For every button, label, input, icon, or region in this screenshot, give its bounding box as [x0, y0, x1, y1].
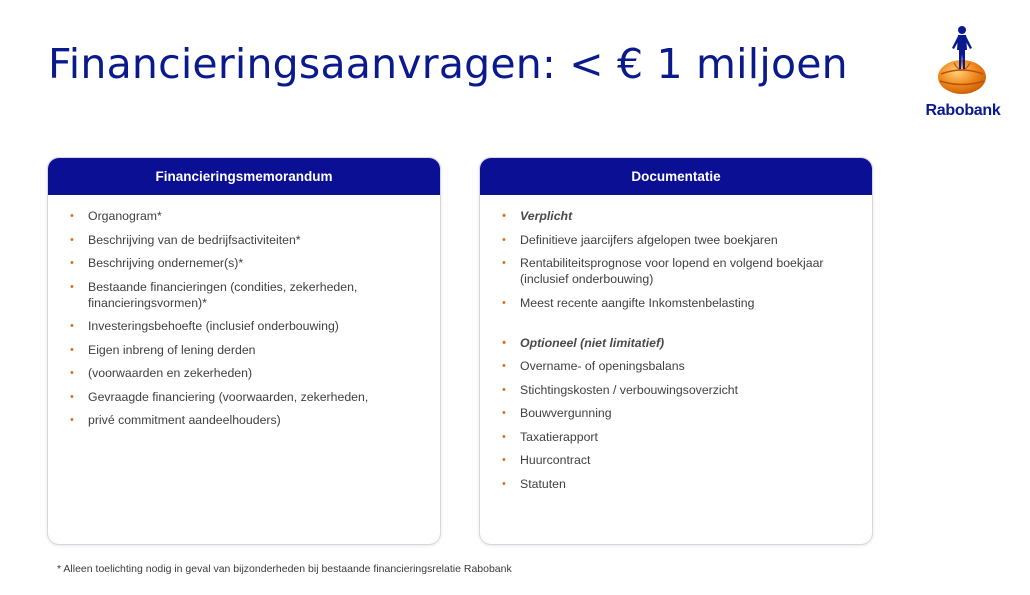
- list-item: • Stichtingskosten / verbouwingsoverzicht: [502, 382, 739, 397]
- rabobank-figure-on-globe-icon: [932, 24, 992, 100]
- list-item: • Beschrijving ondernemer(s)*: [70, 256, 244, 270]
- optional-heading: • Optioneel (niet limitatief): [502, 335, 665, 350]
- list-item: • Overname- of openingsbalans: [502, 359, 685, 373]
- list-item: • Definitieve jaarcijfers afgelopen twee boekjaren: [502, 232, 778, 247]
- documentatie-list: [480, 195, 872, 492]
- list-item: • Organogram*: [70, 209, 162, 223]
- rabobank-logo: [918, 24, 1008, 124]
- list-item: • Rentabiliteitsprognose voor lopend en volgend boekjaar (inclusief onderbouwing): [502, 256, 824, 286]
- list-item: • Gevraagde financiering (voorwaarden, zekerheden,: [70, 389, 369, 404]
- list-item: • Eigen inbreng of lening derden: [70, 342, 256, 357]
- list-item: • (voorwaarden en zekerheden): [70, 366, 253, 380]
- footnote: * Alleen toelichting nodig in geval van bijzonderheden bij bestaande financieringsrelatie Rabobank: [57, 563, 512, 575]
- list-item: • Huurcontract: [502, 453, 591, 467]
- list-item: • Bestaande financieringen (condities, zekerheden, financieringsvormen)*: [70, 279, 358, 310]
- page-title: Financieringsaanvragen: < € 1 miljoen: [48, 40, 848, 88]
- memorandum-list: [48, 195, 440, 428]
- list-item: • Investeringsbehoefte (inclusief onderbouwing): [70, 319, 339, 333]
- list-item: • Beschrijving van de bedrijfsactiviteiten*: [70, 232, 301, 247]
- required-heading: • Verplicht: [502, 209, 573, 223]
- logo-text: Rabobank: [925, 102, 1001, 119]
- list-item: • Bouwvergunning: [502, 406, 612, 420]
- documentatie-panel: [479, 157, 873, 545]
- list-item: • Statuten: [502, 476, 566, 491]
- list-item: • Meest recente aangifte Inkomstenbelasting: [502, 295, 755, 310]
- financieringsmemorandum-panel: [47, 157, 441, 545]
- list-item: • Taxatierapport: [502, 429, 598, 444]
- list-item: • privé commitment aandeelhouders): [70, 413, 281, 427]
- panel-header: Financieringsmemorandum: [48, 158, 440, 195]
- panel-header: Documentatie: [480, 158, 872, 195]
